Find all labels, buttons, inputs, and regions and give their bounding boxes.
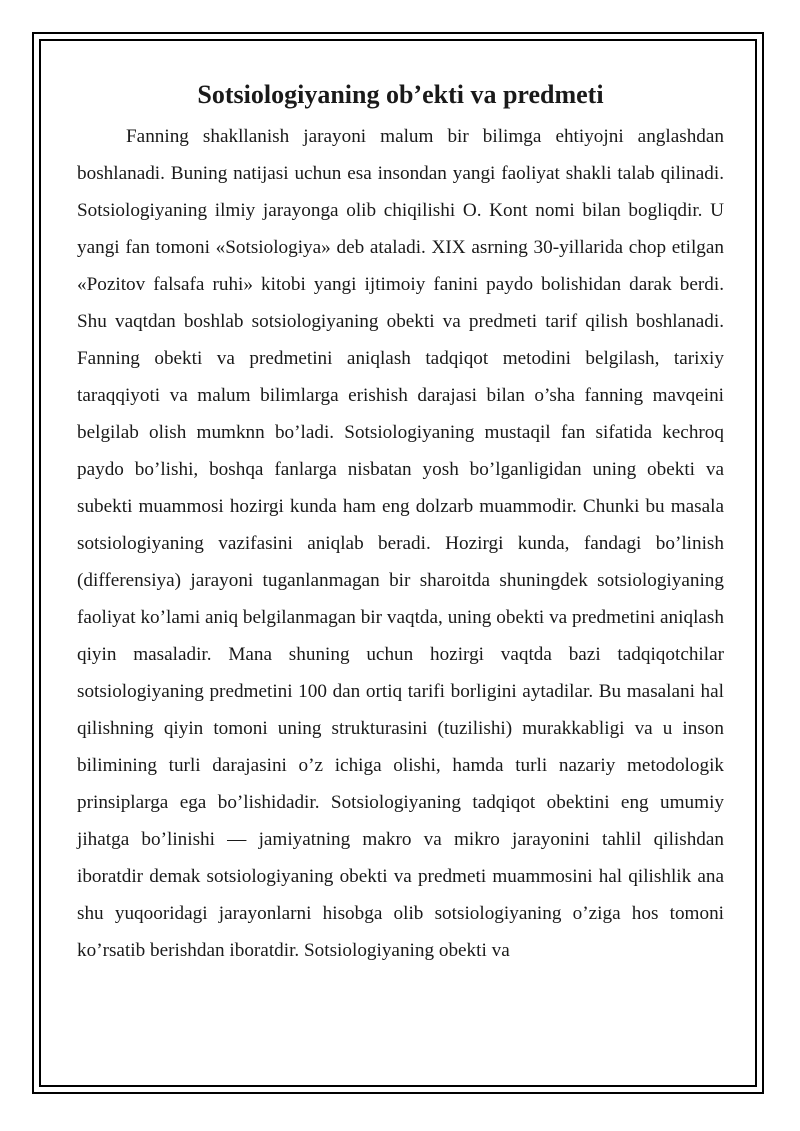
document-content bbox=[77, 78, 724, 969]
document-body-paragraph: Fanning shakllanish jarayoni malum bir bilimga ehtiyojni anglashdan boshlanadi. Buning natijasi uchun esa insondan yangi faoliyat shakli talab qilinadi. Sotsiologiyaning ilmiy jarayonga olib chiqilishi O. Kont nomi bilan bogliqdir. U yangi fan tomoni «Sotsiologiya» deb ataladi. XIX asrning 30-yillarida chop etilgan «Pozitov falsafa ruhi» kitobi yangi ijtimoiy fanini paydo bolishidan darak berdi. Shu vaqtdan boshlab sotsiologiyaning obekti va predmeti tarif qilish boshlanadi. Fanning obekti va predmetini aniqlash tadqiqot metodini belgilash, tarixiy taraqqiyoti va malum bilimlarga erishish darajasi bilan o’sha fanning mavqeini belgilab olish mumknn bo’ladi. Sotsiologiyaning mustaqil fan sifatida kechroq paydo bo’lishi, boshqa fanlarga nisbatan yosh bo’lganligidan uning obekti va subekti muammosi hozirgi kunda ham eng dolzarb muammodir. Chunki bu masala sotsiologiyaning vazifasini aniqlab beradi. Hozirgi kunda, fandagi bo’linish (differensiya) jarayoni tuganlanmagan bir sharoitda shuningdek sotsiologiyaning faoliyat ko’lami aniq belgilanmagan bir vaqtda, uning obekti va predmetini aniqlash qiyin masaladir. Mana shuning uchun hozirgi vaqtda bazi tadqiqotchilar sotsiologiyaning predmetini 100 dan ortiq tarifi borligini aytadilar. Bu masalani hal qilishning qiyin tomoni uning strukturasini (tuzilishi) murakkabligi va u inson bilimining turli darajasini o’z ichiga olishi, hamda turli nazariy metodologik prinsiplarga ega bo’lishidadir. Sotsiologiyaning tadqiqot obektini eng umumiy jihatga bo’linishi — jamiyatning makro va mikro jarayonini tahlil qilishdan iboratdir demak sotsiologiyaning obekti va predmeti muammosini hal qilishlik ana shu yuqooridagi jarayonlarni hisobga olib sotsiologiyaning o’ziga hos tomoni ko’rsatib berishdan iboratdir. Sotsiologiyaning obekti va bbox=[77, 126, 724, 961]
document-title: Sotsiologiyaning ob’ekti va predmeti bbox=[197, 80, 604, 109]
